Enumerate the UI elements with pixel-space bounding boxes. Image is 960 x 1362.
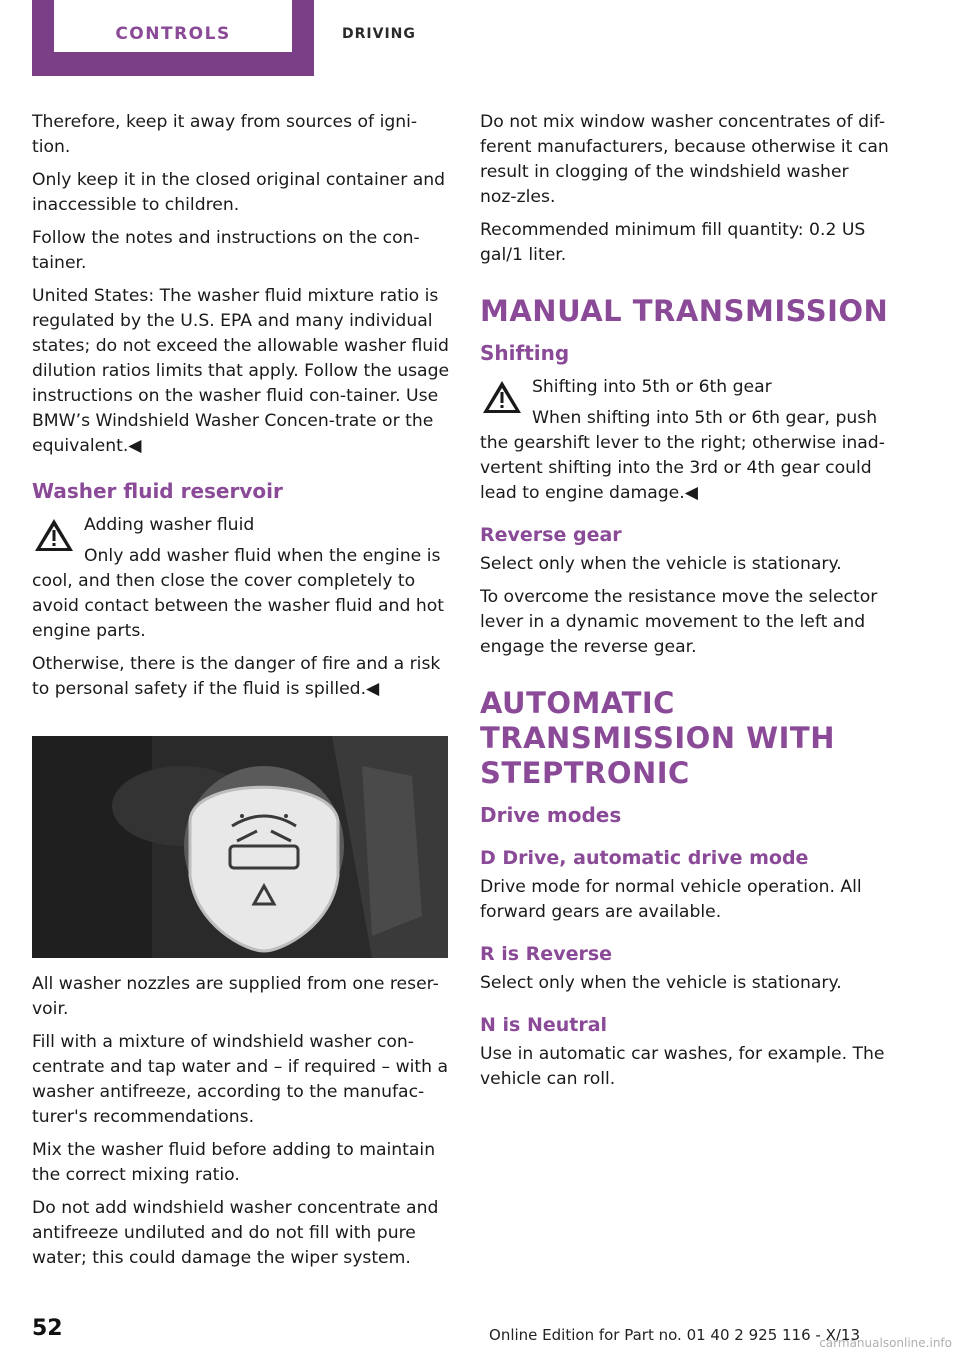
right-column xyxy=(480,110,890,1100)
page-number: 52 xyxy=(32,1316,63,1341)
left-column xyxy=(32,110,450,1279)
heading-n-neutral: N is Neutral xyxy=(480,1014,608,1036)
washer-reservoir-photo xyxy=(32,736,448,958)
warning-body: When shifting into 5th or 6th gear, push the gearshift lever to the right; otherwise inad-vertent shifting into the 3rd or 4th gear could lead to engine damage.◀ xyxy=(480,408,885,503)
watermark: carmanualsonline.info xyxy=(819,1336,952,1350)
paragraph: Only keep it in the closed original container and inaccessible to children. xyxy=(32,170,446,215)
warning-title: Shifting into 5th or 6th gear xyxy=(532,377,772,397)
heading-d-drive: D Drive, automatic drive mode xyxy=(480,847,809,869)
washer-reservoir-illustration xyxy=(32,736,448,958)
heading-automatic-transmission: AUTOMATIC TRANSMISSION WITH STEPTRONIC xyxy=(480,686,835,790)
warning-adding-fluid xyxy=(32,513,450,644)
paragraph: Select only when the vehicle is stationary. xyxy=(480,973,842,993)
paragraph: To overcome the resistance move the selector lever in a dynamic movement to the left and engage the reverse gear. xyxy=(480,587,878,657)
paragraph: Therefore, keep it away from sources of igni-tion. xyxy=(32,112,418,157)
heading-washer-reservoir: Washer fluid reservoir xyxy=(32,479,283,503)
edition-note: Online Edition for Part no. 01 40 2 925 116 - X/13 xyxy=(489,1326,860,1344)
heading-manual-transmission: MANUAL TRANSMISSION xyxy=(480,294,889,328)
paragraph: All washer nozzles are supplied from one reser-voir. xyxy=(32,974,439,1019)
paragraph: United States: The washer fluid mixture ratio is regulated by the U.S. EPA and many individual states; do not exceed the allowable washer fluid dilution ratios limits that apply. Follow the usage instructions on the washer fluid con-tainer. Use BMW’s Windshield Washer Concen-trate or the equivalent.◀ xyxy=(32,286,450,456)
warning-shifting xyxy=(480,375,890,506)
warning-body: Only add washer fluid when the engine is cool, and then close the cover completely to avoid contact between the washer fluid and hot engine parts. xyxy=(32,546,444,641)
warning-title: Adding washer fluid xyxy=(84,515,255,535)
tab-driving-label: DRIVING xyxy=(342,26,416,42)
paragraph: Drive mode for normal vehicle operation. All forward gears are available. xyxy=(480,877,862,922)
section-tab xyxy=(32,0,314,76)
paragraph: Mix the washer fluid before adding to maintain the correct mixing ratio. xyxy=(32,1140,436,1185)
heading-shifting: Shifting xyxy=(480,341,570,365)
heading-drive-modes: Drive modes xyxy=(480,803,622,827)
paragraph: Fill with a mixture of windshield washer con-centrate and tap water and – if required – with a washer antifreeze, according to the manufac-turer's recommendations. xyxy=(32,1032,449,1127)
warning-triangle-icon xyxy=(480,377,524,417)
paragraph: Do not add windshield washer concentrate and antifreeze undiluted and do not fill with pure water; this could damage the wiper system. xyxy=(32,1198,439,1268)
heading-reverse-gear: Reverse gear xyxy=(480,524,622,546)
paragraph: Follow the notes and instructions on the con-tainer. xyxy=(32,228,420,273)
heading-r-reverse: R is Reverse xyxy=(480,943,613,965)
paragraph: Otherwise, there is the danger of fire and a risk to personal safety if the fluid is spilled.◀ xyxy=(32,654,441,699)
paragraph: Use in automatic car washes, for example. The vehicle can roll. xyxy=(480,1044,885,1089)
paragraph: Do not mix window washer concentrates of dif-ferent manufacturers, because otherwise it can result in clogging of the windshield washer noz-zles. xyxy=(480,112,889,207)
paragraph: Select only when the vehicle is stationary. xyxy=(480,554,842,574)
tab-controls-label: CONTROLS xyxy=(54,0,292,52)
warning-triangle-icon xyxy=(32,515,76,555)
paragraph: Recommended minimum fill quantity: 0.2 US gal/1 liter. xyxy=(480,220,866,265)
